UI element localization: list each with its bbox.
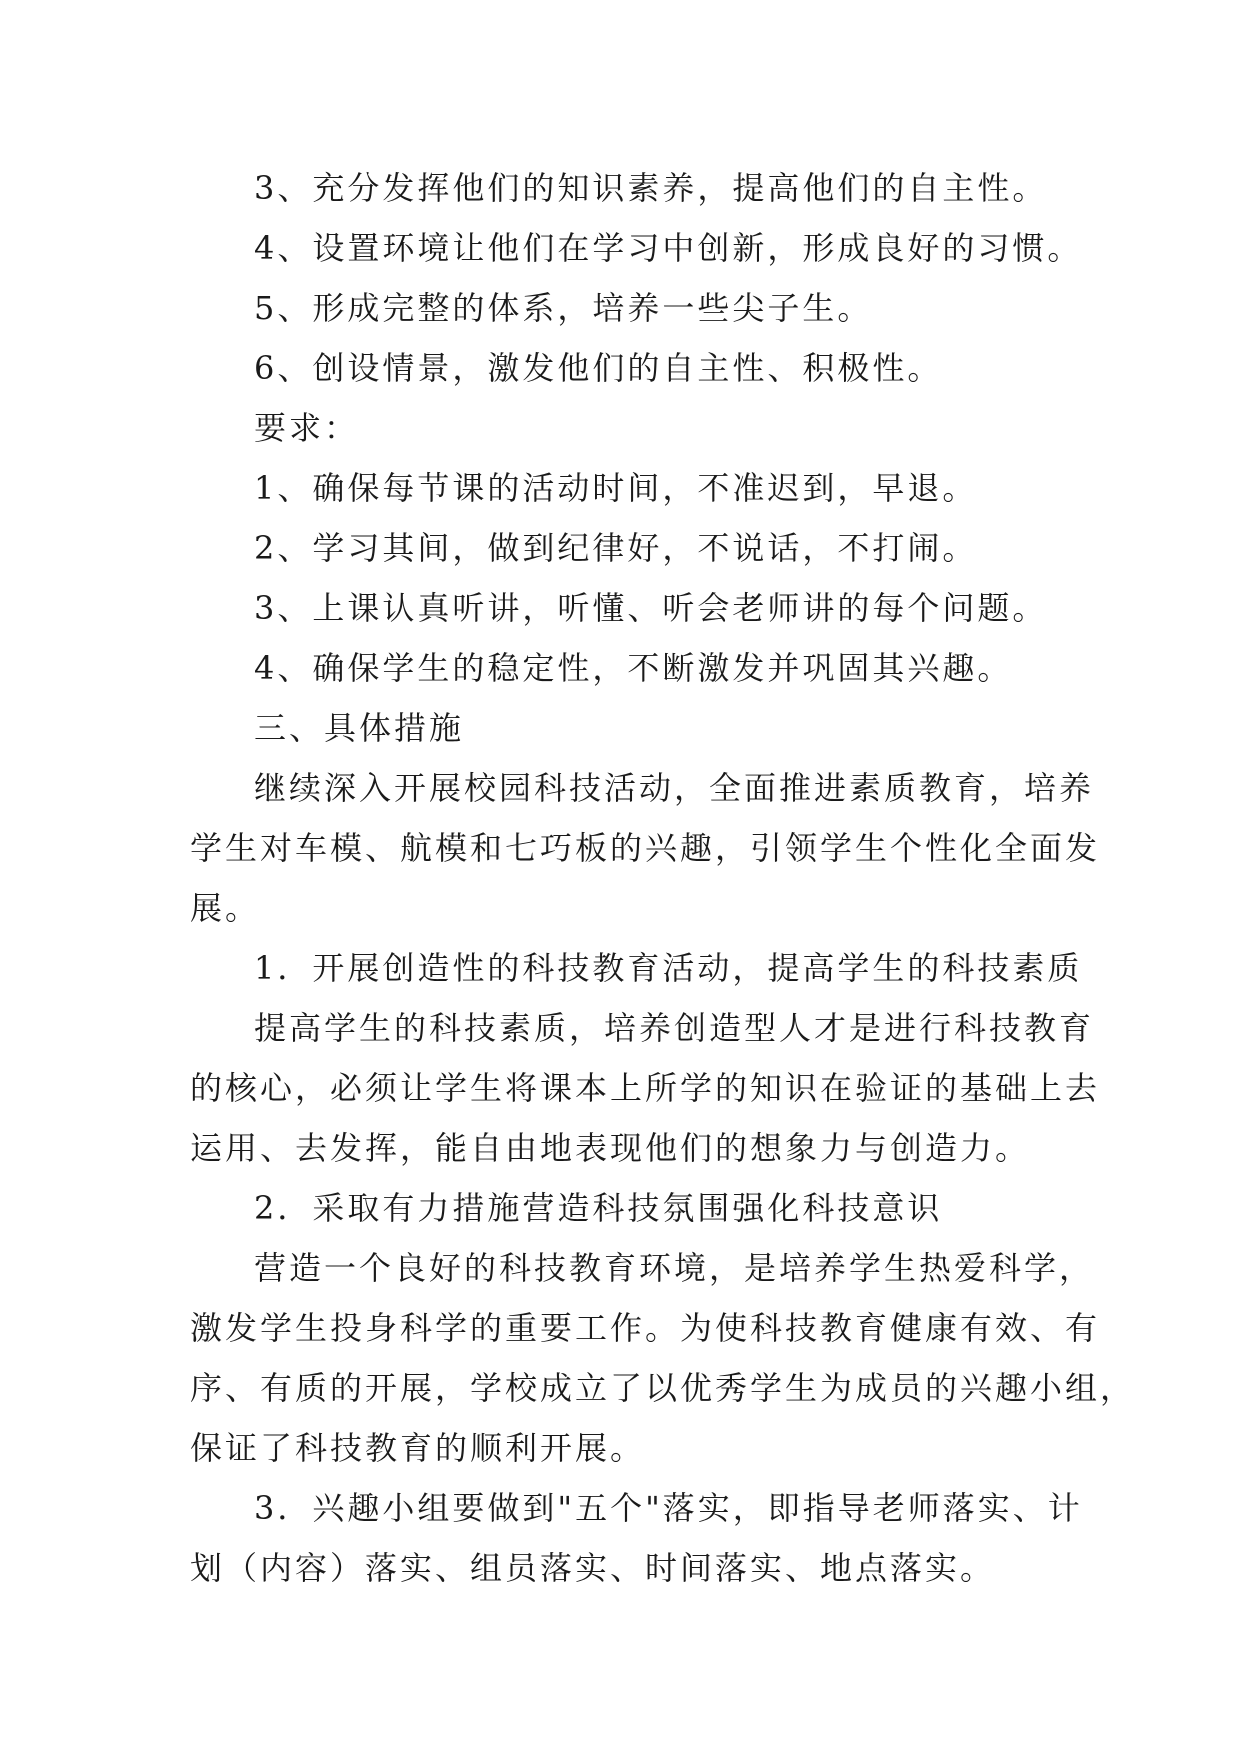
goal-item-6: 6、创设情景，激发他们的自主性、积极性。 xyxy=(254,349,943,387)
paragraph-line: 激发学生投身科学的重要工作。为使科技教育健康有效、有 xyxy=(190,1309,1101,1347)
paragraph-line: 划（内容）落实、组员落实、时间落实、地点落实。 xyxy=(190,1549,996,1587)
subheading-2: 2．采取有力措施营造科技氛围强化科技意识 xyxy=(254,1189,943,1227)
requirement-item-3: 3、上课认真听讲，听懂、听会老师讲的每个问题。 xyxy=(254,589,1048,627)
section-heading-measures: 三、具体措施 xyxy=(254,709,465,747)
paragraph-line: 营造一个良好的科技教育环境，是培养学生热爱科学， xyxy=(254,1249,1095,1287)
requirement-item-4: 4、确保学生的稳定性，不断激发并巩固其兴趣。 xyxy=(254,649,1013,687)
paragraph-line: 运用、去发挥，能自由地表现他们的想象力与创造力。 xyxy=(190,1129,1031,1167)
paragraph-line: 展。 xyxy=(190,889,261,927)
paragraph-line: 的核心，必须让学生将课本上所学的知识在验证的基础上去 xyxy=(190,1069,1101,1107)
paragraph-line: 保证了科技教育的顺利开展。 xyxy=(190,1429,646,1467)
subheading-3: 3．兴趣小组要做到"五个"落实，即指导老师落实、计 xyxy=(254,1489,1083,1527)
paragraph-line: 学生对车模、航模和七巧板的兴趣，引领学生个性化全面发 xyxy=(190,829,1101,867)
requirement-item-2: 2、学习其间，做到纪律好，不说话，不打闹。 xyxy=(254,529,978,567)
goal-item-3: 3、充分发挥他们的知识素养，提高他们的自主性。 xyxy=(254,169,1048,207)
paragraph-line: 继续深入开展校园科技活动，全面推进素质教育，培养 xyxy=(254,769,1095,807)
document-body xyxy=(190,158,1136,1598)
requirements-heading: 要求： xyxy=(254,409,360,447)
paragraph-line: 提高学生的科技素质，培养创造型人才是进行科技教育 xyxy=(254,1009,1095,1047)
goal-item-5: 5、形成完整的体系，培养一些尖子生。 xyxy=(254,289,873,327)
subheading-1: 1．开展创造性的科技教育活动，提高学生的科技素质 xyxy=(254,949,1083,987)
paragraph-line: 序、有质的开展，学校成立了以优秀学生为成员的兴趣小组， xyxy=(190,1369,1136,1407)
requirement-item-1: 1、确保每节课的活动时间，不准迟到，早退。 xyxy=(254,469,978,507)
goal-item-4: 4、设置环境让他们在学习中创新，形成良好的习惯。 xyxy=(254,229,1083,267)
